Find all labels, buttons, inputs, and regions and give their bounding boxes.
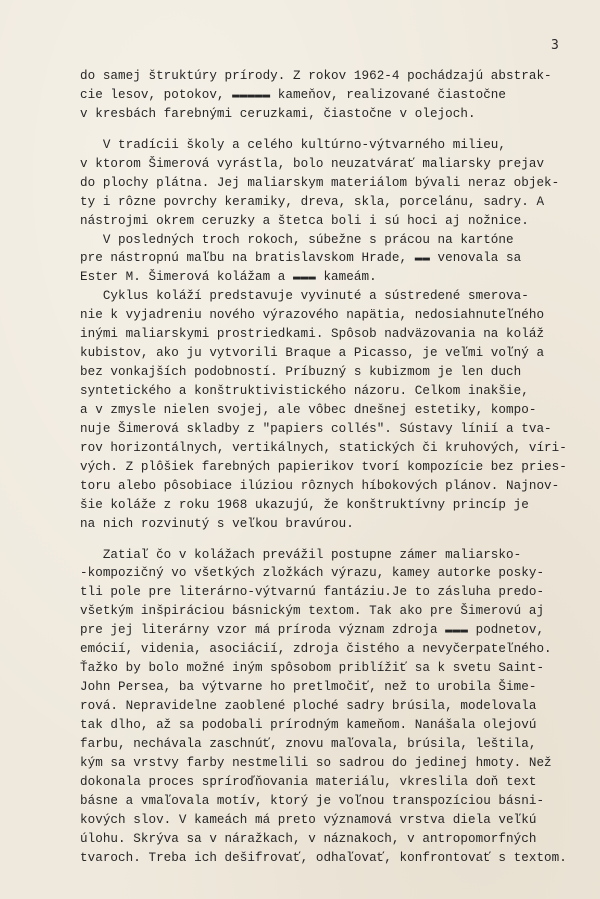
text-line: Ťažko by bolo možné iným spôsobom priblížiť sa k svetu Saint- — [80, 661, 545, 676]
text-line: toru alebo pôsobiace ilúziou rôznych híbokových plánov. Najnov- — [80, 478, 560, 493]
text-line: nie k vyjadreniu nového výrazového napätia, nedosiahnuteľného — [80, 308, 545, 323]
text-line: tvaroch. Treba ich dešifrovať, odhaľovať, konfrontovať s textom. — [80, 850, 567, 865]
text-line: kových slov. V kameách má preto významová vrstva diela veľkú — [80, 812, 537, 827]
text-line: cie lesov, potokov, ▬▬▬▬▬ kameňov, realizované čiastočne — [80, 87, 507, 102]
paragraph-gap — [80, 124, 600, 136]
text-line: John Persea, ba výtvarne ho pretlmočiť, než to urobila Šime- — [80, 680, 537, 695]
text-line: bez vonkajších podobností. Príbuzný s kubizmom je len duch — [80, 365, 522, 380]
text-line: Cyklus koláží predstavuje vyvinuté a sústredené smerova- — [80, 289, 529, 304]
text-line: inými maliarskymi prostriedkami. Spôsob nadväzovania na koláž — [80, 327, 545, 342]
text-line: rov horizontálnych, vertikálnych, statických či kruhových, víri- — [80, 440, 567, 455]
text-line: emócií, videnia, asociácií, zdroja čistého a nevyčerpateľného. — [80, 642, 552, 657]
text-line: ty i rôzne povrchy keramiky, dreva, skla, porcelánu, sadry. A — [80, 194, 545, 209]
paragraph-gap — [80, 534, 600, 546]
text-line: tli pole pre literárno-výtvarnú fantáziu.Je to zásluha predo- — [80, 585, 545, 600]
text-line: vých. Z plôšiek farebných papierikov tvorí kompozície bez pries- — [80, 459, 567, 474]
page-number: 3 — [551, 38, 559, 53]
text-line: nástrojmi okrem ceruzky a štetca boli i sú hoci aj nožnice. — [80, 213, 529, 228]
text-line: pre nástropnú maľbu na bratislavskom Hrade, ▬▬ venovala sa — [80, 251, 522, 266]
text-line: a v zmysle nielen svojej, ale vôbec dnešnej estetiky, kompo- — [80, 402, 537, 417]
text-line: všetkým inšpiráciou básnickým textom. Tak ako pre Šimerovú aj — [80, 604, 545, 619]
text-line: tak dlho, až sa podobali prírodným kameňom. Nanášala olejovú — [80, 717, 537, 732]
text-line: dokonala proces spríroďňovania materiálu, vkreslila doň text — [80, 774, 537, 789]
text-line: do plochy plátna. Jej maliarskym materiálom bývali neraz objek- — [80, 175, 560, 190]
text-line: v ktorom Šimerová vyrástla, bolo neuzatvárať maliarsky prejav — [80, 156, 545, 171]
text-line: farbu, nechávala zaschnúť, znovu maľovala, brúsila, leštila, — [80, 736, 537, 751]
text-line: syntetického a konštruktivistického názoru. Celkom inakšie, — [80, 384, 529, 398]
text-line: -kompozičný vo všetkých zložkách výrazu, kamey autorke posky- — [80, 566, 545, 581]
text-line: rová. Nepravidelne zaoblené ploché sadry brúsila, modelovala — [80, 699, 537, 713]
text-line: do samej štruktúry prírody. Z rokov 1962-4 pochádzajú abstrak- — [80, 69, 552, 83]
text-line: kým sa vrstvy farby nestmelili so sadrou do jedinej hmoty. Než — [80, 755, 552, 770]
text-line: na nich rozvinutý s veľkou bravúrou. — [80, 516, 354, 531]
text-line: Zatiaľ čo v kolážach prevážil postupne zámer maliarsko- — [80, 547, 522, 562]
text-line: Ester M. Šimerová kolážam a ▬▬▬ kameám. — [80, 270, 377, 285]
text-line: šie koláže z roku 1968 ukazujú, že konštruktívny princíp je — [80, 497, 529, 512]
text-line: pre jej literárny vzor má príroda význam zdroja ▬▬▬ podnetov, — [80, 623, 545, 638]
text-line: v kresbách farebnými ceruzkami, čiastočne v olejoch. — [80, 106, 476, 121]
text-line: nuje Šimerová skladby z "papiers collés". Sústavy línií a tva- — [80, 421, 552, 436]
text-line: kubistov, ako ju vytvorili Braque a Picasso, je veľmi voľný a — [80, 346, 545, 361]
text-line: V tradícii školy a celého kultúrno-výtvarného milieu, — [80, 137, 507, 152]
text-line: básne a vmaľovala motív, ktorý je voľnou transpozíciou básni- — [80, 793, 545, 808]
text-line: V posledných troch rokoch, súbežne s prácou na kartóne — [80, 232, 514, 247]
body-text — [80, 67, 600, 867]
text-line: úlohu. Skrýva sa v náražkach, v náznakoch, v antropomorfných — [80, 831, 537, 846]
